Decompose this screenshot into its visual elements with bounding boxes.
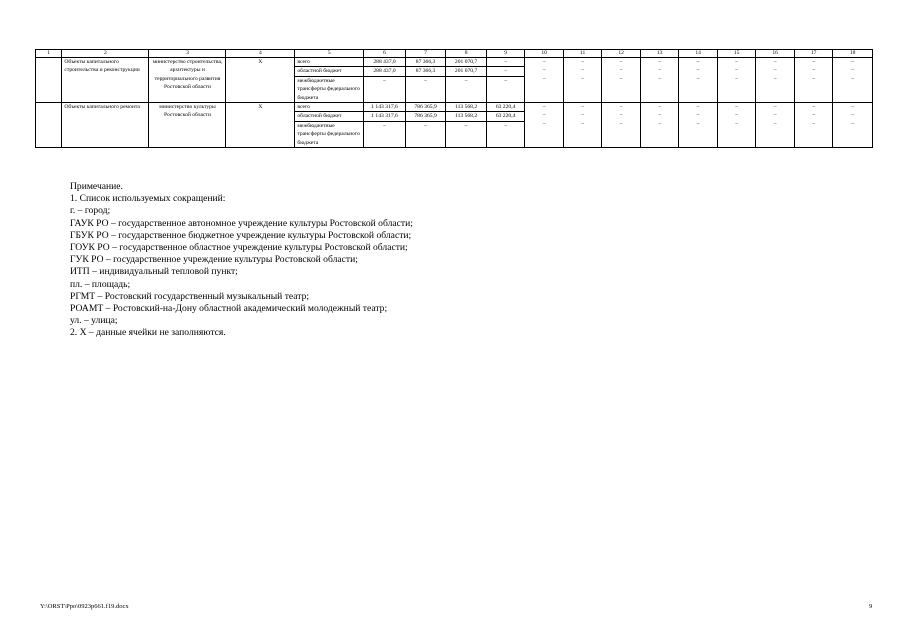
row-number-cell — [36, 103, 62, 148]
cell-value: – — [658, 59, 661, 65]
column-header: 13 — [640, 50, 679, 58]
note-line: ИТП – индивидуальный тепловой пункт; — [70, 266, 238, 278]
cell-value: – — [773, 59, 777, 65]
column-header: 6 — [364, 50, 406, 58]
cell-value: 1 143 317,6 — [364, 112, 405, 121]
row-number-cell — [36, 58, 62, 103]
cell-value: всего — [295, 103, 363, 112]
amount-cell — [563, 103, 602, 148]
cell-value: межбюджетные трансферты федерального бюджета — [297, 77, 360, 101]
note-line: ГБУК РО – государственное бюджетное учреждение культуры Ростовской области; — [70, 229, 412, 241]
amount-cell — [602, 58, 641, 103]
cell-value: – — [696, 67, 700, 74]
cell-value: 786 365,9 — [406, 103, 446, 112]
cell-value: – — [696, 120, 700, 127]
note-line: 1. Список используемых сокращений: — [70, 193, 226, 205]
column-header: 16 — [756, 50, 795, 58]
amount-cell — [446, 103, 487, 148]
note-line: Примечание. — [70, 181, 123, 192]
amount-cell — [794, 103, 833, 148]
note-line: пл. – площадь; — [70, 278, 131, 290]
amount-cell — [756, 58, 795, 103]
table-row — [36, 103, 873, 148]
column-header: 12 — [602, 50, 641, 58]
cell-value: – — [658, 112, 661, 119]
cell-value: – — [735, 112, 738, 119]
note-line: г. – город; — [70, 205, 111, 217]
cell-value: 113 568,2 — [446, 112, 486, 121]
cell-value: – — [812, 75, 815, 82]
amount-cell — [525, 58, 564, 103]
cell-value: всего — [295, 58, 363, 67]
cell-value: – — [581, 75, 584, 82]
cell-value: 201 070,7 — [446, 67, 486, 76]
column-header: 10 — [525, 50, 564, 58]
cell-value: – — [581, 120, 584, 127]
note-line: ГАУК РО – государственное автономное учреждение культуры Ростовской области; — [70, 217, 413, 229]
cell-value: – — [658, 104, 661, 111]
cell-value: – — [542, 112, 546, 119]
cell-value: – — [735, 104, 738, 111]
cell-value: 87 366,3 — [406, 58, 446, 67]
cell-value: – — [773, 75, 777, 82]
cell-value: – — [542, 75, 546, 82]
cell-value: – — [696, 59, 700, 65]
amount-cell — [364, 58, 406, 103]
amount-cell — [717, 58, 756, 103]
amount-cell — [446, 58, 487, 103]
column-header: 2 — [62, 50, 149, 58]
amount-cell — [364, 103, 406, 148]
cell-value: 63 220,4 — [487, 103, 525, 112]
cell-value: – — [773, 67, 777, 74]
cell-value: – — [581, 112, 584, 119]
amount-cell — [833, 58, 873, 103]
funding-source-cell — [295, 103, 364, 148]
cell-value: 201 070,7 — [446, 58, 486, 67]
cell-value: – — [619, 112, 623, 119]
cell-value: – — [812, 67, 815, 74]
cell-value: – — [542, 67, 546, 74]
amount-cell — [602, 103, 641, 148]
amount-cell — [833, 103, 873, 148]
note-line: РГМТ – Ростовский государственный музыкальный театр; — [70, 290, 310, 302]
amount-cell — [563, 58, 602, 103]
cell-value: – — [851, 112, 855, 119]
cell-value: – — [735, 59, 738, 65]
cell-value: – — [542, 59, 546, 65]
funding-source-cell — [295, 58, 364, 103]
cell-value: – — [619, 67, 623, 74]
note-line: ул. – улица; — [70, 315, 118, 327]
cell-value: – — [851, 120, 855, 127]
cell-value: – — [812, 120, 815, 127]
column-header: 17 — [794, 50, 833, 58]
cell-value: – — [504, 122, 507, 129]
column-header: 15 — [717, 50, 756, 58]
amount-cell — [640, 103, 679, 148]
cell-value: – — [773, 112, 777, 119]
column-header: 9 — [486, 50, 525, 58]
cell-value: – — [658, 120, 661, 127]
x-marker-cell: X — [226, 103, 295, 148]
cell-value: – — [542, 104, 546, 111]
cell-value: – — [658, 75, 661, 82]
x-marker-cell: X — [226, 58, 295, 103]
budget-table — [35, 49, 873, 148]
amount-cell — [405, 58, 446, 103]
cell-value: – — [619, 75, 623, 82]
cell-value: – — [464, 77, 468, 84]
cell-value: – — [424, 122, 427, 129]
column-header: 18 — [833, 50, 873, 58]
executor-cell: министерство культуры Ростовской области — [149, 103, 226, 148]
cell-value: – — [619, 59, 623, 65]
amount-cell — [486, 103, 525, 148]
notes-block — [70, 181, 413, 340]
cell-value: – — [383, 77, 386, 84]
cell-value: – — [658, 67, 661, 74]
cell-value: – — [773, 120, 777, 127]
cell-value: – — [812, 112, 815, 119]
amount-cell — [525, 103, 564, 148]
column-header: 1 — [36, 50, 62, 58]
note-line: 2. Х – данные ячейки не заполняются. — [70, 327, 226, 339]
cell-value: – — [773, 104, 777, 111]
note-line: ГУК РО – государственное учреждение культуры Ростовской области; — [70, 254, 358, 266]
column-header: 14 — [679, 50, 718, 58]
cell-value: – — [464, 122, 468, 129]
cell-value: – — [735, 75, 738, 82]
cell-value: – — [696, 104, 700, 111]
amount-cell — [756, 103, 795, 148]
amount-cell — [640, 58, 679, 103]
cell-value: 113 568,2 — [446, 103, 486, 112]
cell-value: – — [487, 67, 525, 76]
cell-value: – — [851, 67, 855, 74]
cell-value: 288 437,0 — [364, 58, 405, 67]
column-header: 5 — [295, 50, 364, 58]
amount-cell — [486, 58, 525, 103]
header-row — [36, 50, 873, 58]
cell-value: 786 365,9 — [406, 112, 446, 121]
cell-value: 1 143 317,6 — [364, 103, 405, 112]
cell-value: – — [696, 112, 700, 119]
cell-value: – — [696, 75, 700, 82]
cell-value: – — [424, 77, 427, 84]
amount-cell — [679, 103, 718, 148]
cell-value: – — [581, 67, 584, 74]
amount-cell — [679, 58, 718, 103]
cell-value: – — [383, 122, 386, 129]
cell-value: – — [504, 77, 507, 84]
cell-value: – — [619, 104, 623, 111]
cell-value: – — [812, 104, 815, 111]
cell-value: областной бюджет — [295, 112, 363, 121]
cell-value: 63 220,4 — [487, 112, 525, 121]
amount-cell — [794, 58, 833, 103]
cell-value: – — [735, 120, 738, 127]
amount-cell — [405, 103, 446, 148]
cell-value: – — [851, 75, 855, 82]
cell-value: – — [581, 59, 584, 65]
table-row — [36, 58, 873, 103]
page-number: 9 — [869, 603, 873, 610]
cell-value: – — [851, 59, 855, 65]
cell-value: – — [487, 58, 525, 67]
cell-value: 288 437,0 — [364, 67, 405, 76]
cell-value: – — [812, 59, 815, 65]
note-line: РОАМТ – Ростовский-на-Дону областной академический молодежный театр; — [70, 303, 388, 315]
column-header: 7 — [405, 50, 446, 58]
column-header: 11 — [563, 50, 602, 58]
cell-value: – — [581, 104, 584, 111]
note-line: ГОУК РО – государственное областное учреждение культуры Ростовской области; — [70, 242, 408, 254]
cell-value: 87 366,3 — [406, 67, 446, 76]
object-name-cell: Объекты капитального ремонта — [62, 103, 149, 148]
amount-cell — [717, 103, 756, 148]
column-header: 3 — [149, 50, 226, 58]
object-name-cell: Объекты капитального строительства и реконструкции — [62, 58, 149, 103]
cell-value: – — [619, 120, 623, 127]
executor-cell: министерство строительства, архитектуры и территориального развития Ростовской области — [149, 58, 226, 103]
cell-value: – — [542, 120, 546, 127]
cell-value: – — [851, 104, 855, 111]
column-header: 8 — [446, 50, 487, 58]
cell-value: – — [735, 67, 738, 74]
cell-value: областной бюджет — [295, 67, 363, 76]
cell-value: межбюджетные трансферты федерального бюджета — [297, 122, 360, 146]
footer-file-path: Y:\ORST\Ppo\0923p661.f19.docx — [40, 603, 129, 610]
column-header: 4 — [226, 50, 295, 58]
